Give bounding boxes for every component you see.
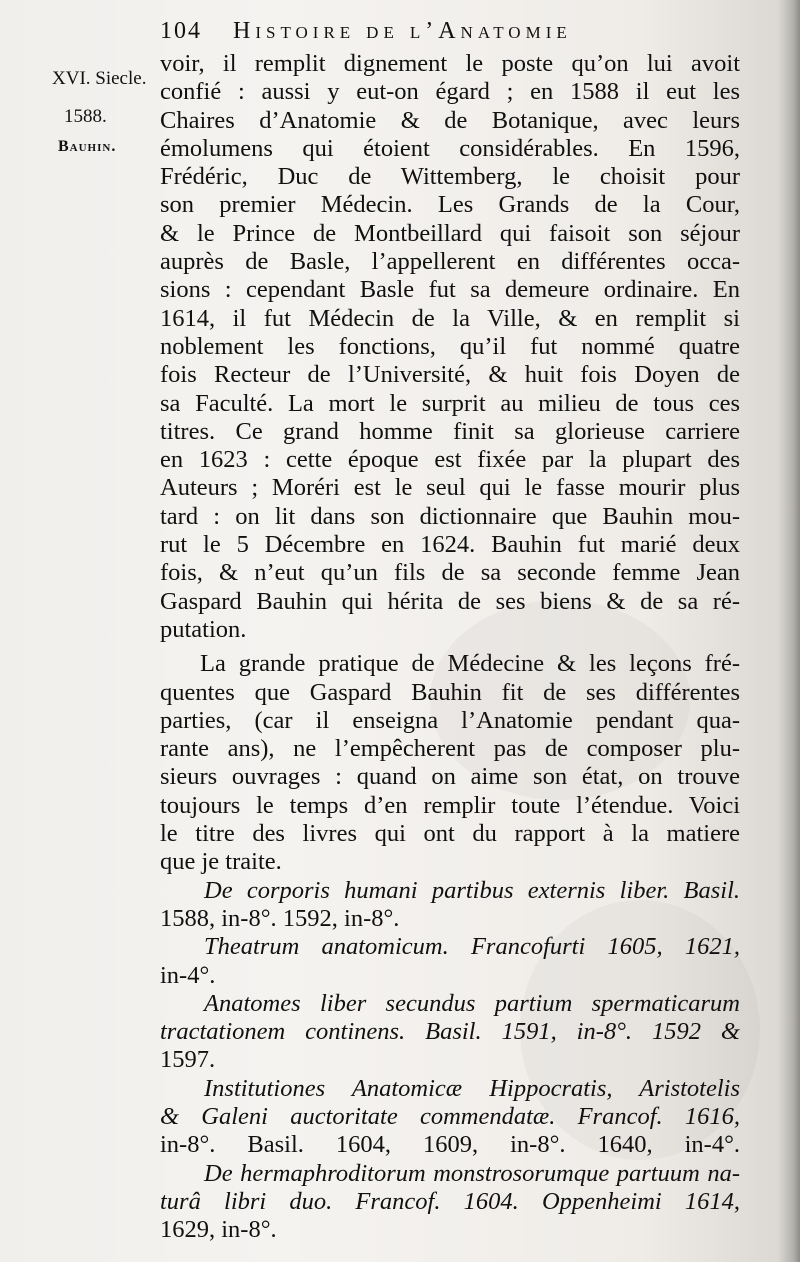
text-line: turâ libri duo. Francof. 1604. Oppenheimi 1614,: [160, 1187, 740, 1215]
paragraph: [160, 650, 740, 876]
bibliography-entry: [160, 877, 740, 934]
bibliography-list: [160, 877, 740, 1245]
text-line: De hermaphroditorum monstrosorumque partuum na-: [204, 1159, 740, 1187]
text-line: fois Recteur de l’Université, & huit fois Doyen de: [160, 361, 740, 389]
text-line: émolumens qui étoient considérables. En 1596,: [160, 134, 740, 162]
text-line: Gaspard Bauhin qui hérita de ses biens & de sa ré-: [160, 587, 740, 615]
paragraph: [160, 50, 740, 644]
text-line: quentes que Gaspard Bauhin fit de ses différentes: [160, 678, 740, 706]
text-line: & le Prince de Montbeillard qui faisoit son séjour: [160, 219, 740, 247]
body-text: [160, 50, 740, 1244]
text-line: sions : cependant Basle fut sa demeure ordinaire. En: [160, 276, 740, 304]
text-line: toujours le temps d’en remplir toute l’étendue. Voici: [160, 791, 740, 819]
text-line: putation.: [160, 615, 247, 643]
text-line: son premier Médecin. Les Grands de la Cour,: [160, 191, 740, 219]
text-line: le titre des livres qui ont du rapport à la matiere: [160, 820, 740, 848]
text-line: fois, & n’eut qu’un fils de sa seconde femme Jean: [160, 559, 740, 587]
running-title: Histoire de l’Anatomie: [233, 18, 572, 44]
text-line: auprès de Basle, l’appellerent en différentes occa-: [160, 248, 740, 276]
bibliography-entry: [160, 933, 740, 990]
text-line: sieurs ouvrages : quand on aime son état, on trouve: [160, 763, 740, 791]
text-line: rante ans), ne l’empêcherent pas de composer plu-: [160, 735, 740, 763]
text-line: 1597.: [160, 1046, 216, 1074]
text-line: titres. Ce grand homme finit sa glorieuse carriere: [160, 417, 740, 445]
margin-note-name: Bauhin.: [58, 138, 117, 155]
text-line: noblement les fonctions, qu’il fut nommé quatre: [160, 332, 740, 360]
text-line: Auteurs ; Moréri est le seul qui le fasse mourir plus: [160, 474, 740, 502]
text-line: que je traite.: [160, 848, 282, 876]
margin-note-century: XVI. Siecle.: [52, 68, 147, 89]
text-line: confié : aussi y eut-on égard ; en 1588 il eut les: [160, 78, 740, 106]
text-line: 1588, in-8°. 1592, in-8°.: [160, 904, 400, 932]
text-line: Chaires d’Anatomie & de Botanique, avec leurs: [160, 106, 740, 134]
text-line: Institutiones Anatomicæ Hippocratis, Aristotelis: [204, 1074, 740, 1102]
text-line: La grande pratique de Médecine & les leçons fré-: [200, 650, 740, 678]
margin-note-year: 1588.: [64, 106, 107, 127]
text-line: en 1623 : cette époque est fixée par la plupart des: [160, 446, 740, 474]
text-line: Frédéric, Duc de Wittemberg, le choisit pour: [160, 163, 740, 191]
page-number: 104: [160, 18, 202, 44]
text-line: parties, (car il enseigna l’Anatomie pendant qua-: [160, 706, 740, 734]
text-line: sa Faculté. La mort le surprit au milieu de tous ces: [160, 389, 740, 417]
text-line: Theatrum anatomicum. Francofurti 1605, 1621,: [204, 933, 740, 961]
page-header: [160, 12, 780, 52]
text-line: De corporis humani partibus externis liber. Basil.: [204, 876, 740, 904]
text-line: rut le 5 Décembre en 1624. Bauhin fut marié deux: [160, 531, 740, 559]
text-line: Anatomes liber secundus partium spermaticarum: [204, 989, 740, 1017]
bibliography-entry: [160, 1160, 740, 1245]
bibliography-entry: [160, 1075, 740, 1160]
bibliography-entry: [160, 990, 740, 1075]
text-line: 1629, in-8°.: [160, 1216, 277, 1244]
text-line: tard : on lit dans son dictionnaire que Bauhin mou-: [160, 502, 740, 530]
text-line: 1614, il fut Médecin de la Ville, & en remplit si: [160, 304, 740, 332]
text-line: voir, il remplit dignement le poste qu’on lui avoit: [160, 50, 740, 77]
text-line: in-4°.: [160, 961, 216, 989]
text-line: & Galeni auctoritate commendatæ. Francof. 1616,: [160, 1102, 740, 1130]
text-line: in-8°. Basil. 1604, 1609, in-8°. 1640, in-4°.: [160, 1131, 740, 1159]
page-edge-shadow: [778, 0, 800, 1262]
text-line: tractationem continens. Basil. 1591, in-8°. 1592 &: [160, 1018, 740, 1046]
